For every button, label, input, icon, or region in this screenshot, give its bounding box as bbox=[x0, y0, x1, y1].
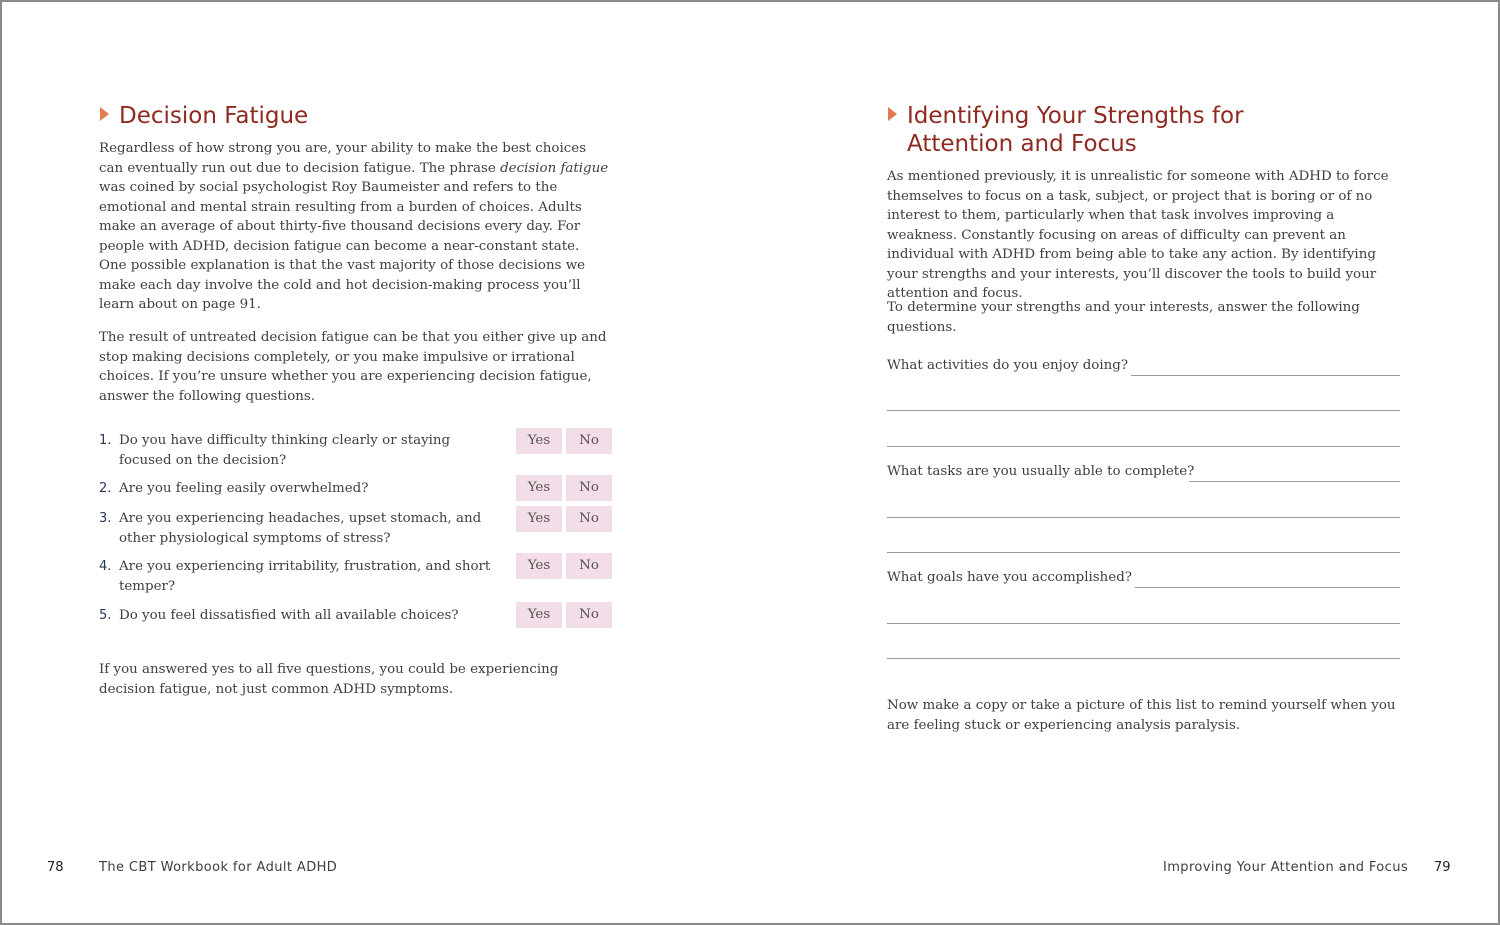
answer-line[interactable] bbox=[1131, 375, 1400, 376]
page-number-right: 79 bbox=[1434, 860, 1451, 875]
no-option[interactable]: No bbox=[566, 506, 612, 532]
prompt-goals: What goals have you accomplished? bbox=[887, 570, 1132, 585]
closing-paragraph: Now make a copy or take a picture of this list to remind yourself when you are feeling stuck or experiencing analysis paralysis. bbox=[887, 698, 1396, 733]
question-number: 5. bbox=[99, 608, 112, 623]
prompt-tasks: What tasks are you usually able to complete? bbox=[887, 464, 1195, 479]
question-number: 3. bbox=[99, 511, 112, 526]
answer-line[interactable] bbox=[887, 658, 1400, 659]
question-text: Are you feeling easily overwhelmed? bbox=[119, 481, 369, 496]
emphasis-term: decision fatigue bbox=[500, 160, 609, 176]
conclusion-paragraph: If you answered yes to all five questions, you could be experiencing decision fatigue, not just common ADHD symptoms. bbox=[99, 662, 559, 697]
answer-line[interactable] bbox=[887, 552, 1400, 553]
no-option[interactable]: No bbox=[566, 602, 612, 628]
answer-line[interactable] bbox=[1135, 587, 1400, 588]
no-option[interactable]: No bbox=[566, 428, 612, 454]
result-paragraph: The result of untreated decision fatigue can be that you either give up and stop making decisions completely, or you make impulsive or irrational choices. If you’re unsure whether you are experiencing decision fatigue, answer the following questions. bbox=[99, 330, 607, 404]
question-number: 1. bbox=[99, 433, 112, 448]
no-option[interactable]: No bbox=[566, 553, 612, 579]
answer-line[interactable] bbox=[887, 623, 1400, 624]
prompt-activities: What activities do you enjoy doing? bbox=[887, 358, 1128, 373]
footer-chapter-title: Improving Your Attention and Focus bbox=[1163, 860, 1409, 875]
answer-line[interactable] bbox=[887, 410, 1400, 411]
triangle-marker-icon bbox=[888, 107, 897, 121]
answer-line[interactable] bbox=[1189, 481, 1400, 482]
yes-option[interactable]: Yes bbox=[516, 602, 562, 628]
question-text: Are you experiencing irritability, frustration, and short temper? bbox=[119, 559, 491, 594]
answer-line[interactable] bbox=[887, 446, 1400, 447]
question-number: 2. bbox=[99, 481, 112, 496]
question-number: 4. bbox=[99, 559, 112, 574]
yes-option[interactable]: Yes bbox=[516, 553, 562, 579]
yes-option[interactable]: Yes bbox=[516, 475, 562, 501]
question-text: Do you feel dissatisfied with all available choices? bbox=[119, 608, 459, 623]
footer-book-title: The CBT Workbook for Adult ADHD bbox=[99, 860, 338, 875]
page-number-left: 78 bbox=[47, 860, 64, 875]
intro-paragraph: Regardless of how strong you are, your ability to make the best choices can eventually run out due to decision fatigue. The phrase decision fatigue was coined by social psychologist Roy Baumeister and refers to the emotional and mental strain resulting from a burden of choices. Adults make an average of about thirty-five thousand decisions every day. For people with ADHD, decision fatigue can become a near-constant state. One possible explanation is that the vast majority of those decisions we make each day involve the cold and hot decision-making process you’ll learn about on page 91. bbox=[99, 141, 609, 312]
strengths-intro-paragraph: As mentioned previously, it is unrealistic for someone with ADHD to force themselves to focus on a task, subject, or project that is boring or of no interest to them, particularly when that task involves improving a weakness. Constantly focusing on areas of difficulty can prevent an individual with ADHD from being able to take any action. By identifying your strengths and your interests, you’ll discover the tools to build your attention and focus. bbox=[887, 169, 1389, 301]
yes-option[interactable]: Yes bbox=[516, 506, 562, 532]
question-text: Do you have difficulty thinking clearly or staying focused on the decision? bbox=[119, 433, 451, 468]
question-text: Are you experiencing headaches, upset stomach, and other physiological symptoms of stress? bbox=[119, 511, 482, 546]
determine-paragraph: To determine your strengths and your interests, answer the following questions. bbox=[887, 300, 1360, 335]
triangle-marker-icon bbox=[100, 107, 109, 121]
answer-line[interactable] bbox=[887, 517, 1400, 518]
no-option[interactable]: No bbox=[566, 475, 612, 501]
yes-option[interactable]: Yes bbox=[516, 428, 562, 454]
heading-decision-fatigue: Decision Fatigue bbox=[119, 102, 308, 130]
heading-identifying-strengths: Identifying Your Strengths for Attention and Focus bbox=[907, 102, 1244, 158]
